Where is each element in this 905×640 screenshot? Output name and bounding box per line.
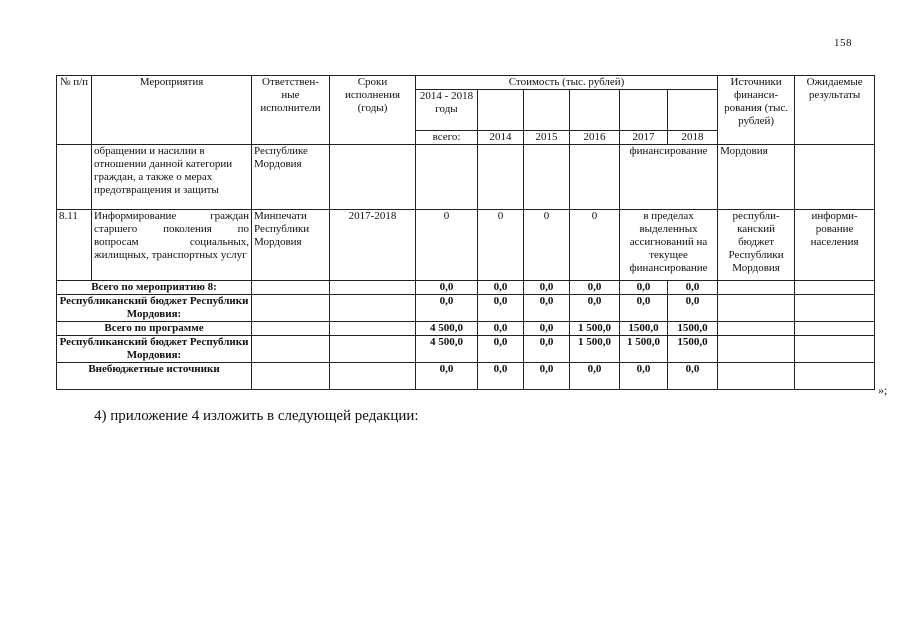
totals-label: Республиканский бюджет Республики Мордовия:: [57, 295, 252, 322]
cell-no: [57, 145, 92, 210]
cell-2014: [478, 145, 524, 210]
totals-value: 1 500,0: [570, 336, 620, 363]
program-activities-table: [56, 75, 875, 390]
totals-empty-cell: [718, 295, 795, 322]
totals-value: 0,0: [668, 295, 718, 322]
header-terms: Сроки исполнения (годы): [330, 76, 416, 145]
header-sources: Источники финанси-рования (тыс. рублей): [718, 76, 795, 145]
cell-2016: 0: [570, 210, 620, 281]
totals-row: [57, 295, 875, 322]
cell-sources: республи-канский бюджет Республики Мордовия: [718, 210, 795, 281]
totals-empty-cell: [330, 281, 416, 295]
totals-row: [57, 336, 875, 363]
totals-empty-cell: [330, 336, 416, 363]
totals-label: Всего по программе: [57, 322, 252, 336]
cell-allocation: в пределах выделенных ассигнований на текущее финансирование: [620, 210, 718, 281]
cell-no: 8.11: [57, 210, 92, 281]
totals-empty-cell: [795, 322, 875, 336]
amendment-note: 4) приложение 4 изложить в следующей редакции:: [94, 408, 419, 424]
totals-value: 0,0: [416, 295, 478, 322]
totals-value: 0,0: [416, 363, 478, 390]
table-row: [57, 145, 875, 210]
header-period: 2014 - 2018 годы: [416, 90, 478, 131]
totals-value: 0,0: [668, 363, 718, 390]
totals-value: 0,0: [620, 295, 668, 322]
totals-empty-cell: [795, 363, 875, 390]
cell-activity: Информирование граждан старшего поколения по вопросам социальных, жилищных, транспортных услуг: [92, 210, 252, 281]
totals-empty-cell: [252, 322, 330, 336]
totals-value: 0,0: [478, 295, 524, 322]
totals-value: 0,0: [478, 281, 524, 295]
totals-value: 1500,0: [668, 322, 718, 336]
totals-value: 0,0: [570, 363, 620, 390]
totals-value: 0,0: [416, 281, 478, 295]
totals-value: 4 500,0: [416, 322, 478, 336]
totals-value: 0,0: [524, 295, 570, 322]
totals-empty-cell: [252, 363, 330, 390]
header-no: № п/п: [57, 76, 92, 145]
header-cost: Стоимость (тыс. рублей): [416, 76, 718, 90]
cell-financing-note: финансирование: [620, 145, 718, 210]
cell-2016: [570, 145, 620, 210]
totals-label: Всего по мероприятию 8:: [57, 281, 252, 295]
totals-empty-cell: [718, 322, 795, 336]
header-empty-cell: [668, 90, 718, 131]
totals-empty-cell: [795, 336, 875, 363]
header-empty-cell: [524, 90, 570, 131]
header-year-2014: 2014: [478, 131, 524, 145]
cell-total: 0: [416, 210, 478, 281]
totals-empty-cell: [718, 363, 795, 390]
cell-responsible: Республике Мордовия: [252, 145, 330, 210]
header-results: Ожидаемые результаты: [795, 76, 875, 145]
totals-value: 0,0: [478, 336, 524, 363]
cell-sources: Мордовия: [718, 145, 795, 210]
totals-value: 0,0: [524, 363, 570, 390]
totals-empty-cell: [330, 322, 416, 336]
totals-empty-cell: [252, 295, 330, 322]
cell-activity: обращении и насилии в отношении данной категории граждан, а также о мерах предотвращения и защиты: [92, 145, 252, 210]
closing-quote-mark: »;: [878, 383, 888, 397]
cell-terms: 2017-2018: [330, 210, 416, 281]
header-responsible: Ответствен-ные исполнители: [252, 76, 330, 145]
totals-empty-cell: [718, 281, 795, 295]
totals-label: Республиканский бюджет Республики Мордовия:: [57, 336, 252, 363]
totals-value: 0,0: [620, 281, 668, 295]
totals-value: 1 500,0: [570, 322, 620, 336]
totals-empty-cell: [795, 295, 875, 322]
totals-value: 1 500,0: [620, 336, 668, 363]
totals-empty-cell: [330, 295, 416, 322]
header-empty-cell: [570, 90, 620, 131]
totals-empty-cell: [252, 281, 330, 295]
table-row: [57, 210, 875, 281]
totals-value: 1500,0: [668, 336, 718, 363]
cell-results: информи-рование населения: [795, 210, 875, 281]
header-year-2017: 2017: [620, 131, 668, 145]
totals-value: 0,0: [570, 281, 620, 295]
header-year-2018: 2018: [668, 131, 718, 145]
totals-value: 0,0: [478, 322, 524, 336]
totals-value: 0,0: [524, 322, 570, 336]
totals-row: [57, 281, 875, 295]
header-year-2016: 2016: [570, 131, 620, 145]
page-number: 158: [834, 37, 852, 49]
totals-row: [57, 322, 875, 336]
totals-empty-cell: [330, 363, 416, 390]
totals-empty-cell: [718, 336, 795, 363]
totals-row: [57, 363, 875, 390]
totals-label: Внебюджетные источники: [57, 363, 252, 390]
totals-empty-cell: [252, 336, 330, 363]
totals-value: 0,0: [570, 295, 620, 322]
cell-terms: [330, 145, 416, 210]
totals-value: 0,0: [478, 363, 524, 390]
totals-value: 0,0: [524, 336, 570, 363]
header-total: всего:: [416, 131, 478, 145]
table-header-row: [57, 76, 875, 90]
cell-total: [416, 145, 478, 210]
header-empty-cell: [620, 90, 668, 131]
totals-value: 1500,0: [620, 322, 668, 336]
header-activity: Мероприятия: [92, 76, 252, 145]
header-empty-cell: [478, 90, 524, 131]
totals-value: 0,0: [524, 281, 570, 295]
totals-value: 4 500,0: [416, 336, 478, 363]
cell-results: [795, 145, 875, 210]
cell-2015: 0: [524, 210, 570, 281]
header-year-2015: 2015: [524, 131, 570, 145]
cell-2015: [524, 145, 570, 210]
totals-empty-cell: [795, 281, 875, 295]
cell-2014: 0: [478, 210, 524, 281]
cell-responsible: Минпечати Республики Мордовия: [252, 210, 330, 281]
totals-value: 0,0: [620, 363, 668, 390]
totals-value: 0,0: [668, 281, 718, 295]
